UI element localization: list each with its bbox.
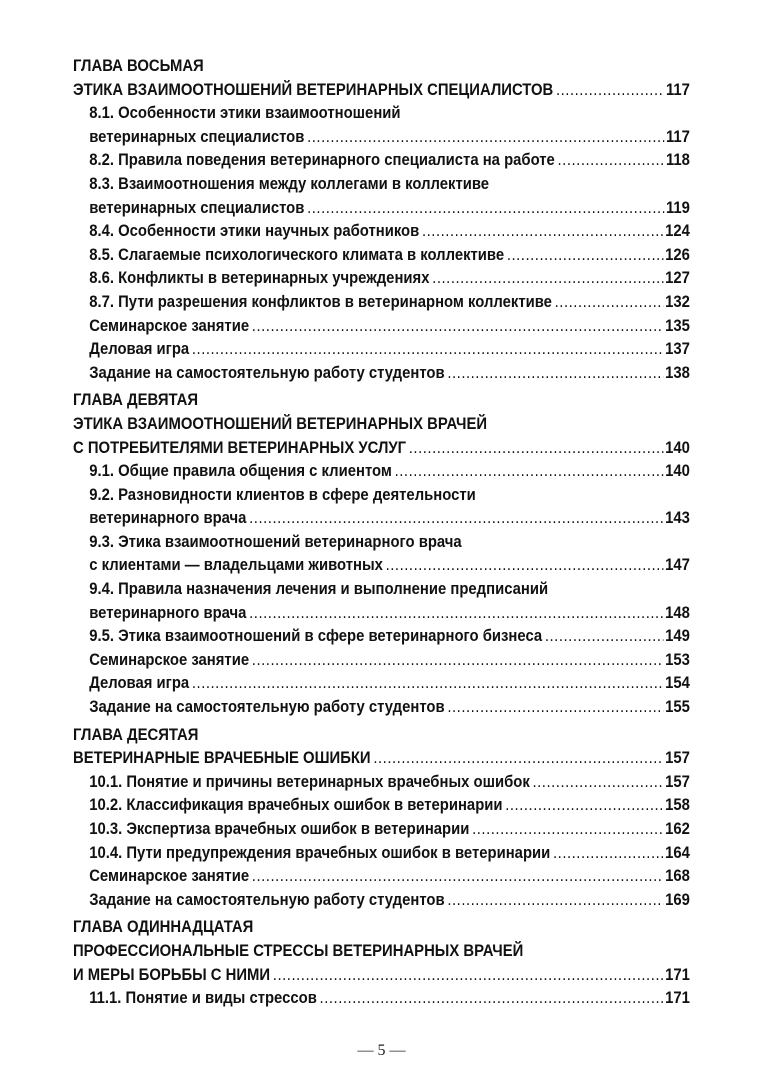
toc-text: 8.2. Правила поведения ветеринарного специалиста на работе xyxy=(89,151,555,170)
dot-leader xyxy=(555,291,664,315)
toc-line xyxy=(73,173,690,197)
toc-text: 9.4. Правила назначения лечения и выполнение предписаний xyxy=(89,580,549,599)
dot-leader xyxy=(545,625,664,649)
toc-text: Деловая игра xyxy=(89,674,190,693)
dot-leader xyxy=(447,889,663,913)
toc-page-number: 148 xyxy=(665,603,690,622)
toc-entry xyxy=(73,338,690,362)
toc-entry xyxy=(73,578,690,625)
dot-leader xyxy=(505,794,663,818)
toc-page-number: 138 xyxy=(665,363,690,382)
toc-entry xyxy=(73,362,690,386)
toc-page-number: 171 xyxy=(665,989,690,1008)
toc-line xyxy=(73,842,690,866)
dot-leader xyxy=(252,865,664,889)
dot-leader xyxy=(386,554,664,578)
dot-leader xyxy=(249,507,663,531)
toc-entry xyxy=(73,102,690,149)
toc-page-number: 157 xyxy=(665,772,690,791)
toc-text: 9.5. Этика взаимоотношений в сфере ветеринарного бизнеса xyxy=(89,627,543,646)
toc-chapter xyxy=(73,55,690,385)
toc-text: Задание на самостоятельную работу студентов xyxy=(89,890,445,909)
dot-leader xyxy=(447,696,663,720)
dot-leader xyxy=(432,267,663,291)
toc-text: ветеринарного врача xyxy=(89,603,247,622)
toc-text: ГЛАВА ДЕВЯТАЯ xyxy=(73,391,199,410)
toc-chapter xyxy=(73,724,690,913)
toc-line xyxy=(73,126,690,150)
toc-page-number: 117 xyxy=(665,80,690,99)
toc-line xyxy=(73,940,690,964)
toc-text: 8.1. Особенности этики взаимоотношений xyxy=(89,104,401,123)
toc-entry xyxy=(73,291,690,315)
toc-line xyxy=(73,672,690,696)
toc-line xyxy=(73,291,690,315)
toc-entry xyxy=(73,794,690,818)
toc-page-number: 157 xyxy=(665,749,690,768)
dot-leader xyxy=(447,362,663,386)
toc-page-number: 135 xyxy=(665,316,690,335)
toc-entry xyxy=(73,865,690,889)
dot-leader xyxy=(507,244,664,268)
toc-text: 10.3. Экспертиза врачебных ошибок в ветеринарии xyxy=(89,820,470,838)
toc-line xyxy=(73,413,690,437)
chapter-heading xyxy=(73,724,690,771)
toc-page-number: 117 xyxy=(665,127,690,146)
toc-line xyxy=(73,460,690,484)
toc-entry xyxy=(73,771,690,795)
toc-line xyxy=(73,554,690,578)
dot-leader xyxy=(395,460,664,484)
toc-line xyxy=(73,437,690,461)
dot-leader xyxy=(558,149,665,173)
dot-leader xyxy=(307,197,664,221)
toc-text: Задание на самостоятельную работу студентов xyxy=(89,363,445,382)
toc-line xyxy=(73,818,690,842)
toc-line xyxy=(73,794,690,818)
toc-text: 8.4. Особенности этики научных работников xyxy=(89,222,420,241)
toc-page-number: 153 xyxy=(665,650,690,669)
toc-chapter xyxy=(73,389,690,719)
dot-leader xyxy=(532,771,663,795)
toc-text: 10.4. Пути предупреждения врачебных ошибок в ветеринарии xyxy=(89,843,551,862)
toc-text: 8.3. Взаимоотношения между коллегами в коллективе xyxy=(89,174,490,193)
toc-page-number: 118 xyxy=(665,151,690,170)
toc-text: Деловая игра xyxy=(89,340,190,359)
toc-line xyxy=(73,55,690,79)
toc-entry xyxy=(73,173,690,220)
toc-line xyxy=(73,267,690,291)
toc-text: ГЛАВА ДЕСЯТАЯ xyxy=(73,725,199,744)
toc-page-number: 126 xyxy=(665,245,690,264)
toc-entry xyxy=(73,987,690,1011)
toc-text: 9.3. Этика взаимоотношений ветеринарного врача xyxy=(89,532,462,551)
toc-page-number: 140 xyxy=(665,462,690,481)
toc-entry xyxy=(73,484,690,531)
toc-text: ветеринарных специалистов xyxy=(89,198,305,217)
toc-page-number: 124 xyxy=(665,222,690,241)
toc-line xyxy=(73,696,690,720)
toc-text: Семинарское занятие xyxy=(89,316,250,335)
toc-entry xyxy=(73,220,690,244)
toc-line xyxy=(73,79,690,103)
toc-line xyxy=(73,484,690,508)
toc-text: ЭТИКА ВЗАИМООТНОШЕНИЙ ВЕТЕРИНАРНЫХ СПЕЦИАЛИСТОВ xyxy=(73,80,554,99)
toc-page-number: 171 xyxy=(665,965,690,984)
table-of-contents xyxy=(73,55,690,1011)
toc-page-number: 169 xyxy=(665,890,690,909)
toc-entry xyxy=(73,818,690,842)
dot-leader xyxy=(192,338,664,362)
dot-leader xyxy=(472,818,663,842)
chapter-heading xyxy=(73,389,690,460)
toc-line xyxy=(73,889,690,913)
toc-line xyxy=(73,362,690,386)
toc-page-number: 127 xyxy=(665,269,690,288)
toc-line xyxy=(73,220,690,244)
toc-text: Семинарское занятие xyxy=(89,650,250,669)
toc-entry xyxy=(73,531,690,578)
toc-text: ВЕТЕРИНАРНЫЕ ВРАЧЕБНЫЕ ОШИБКИ xyxy=(73,749,371,768)
toc-page-number: 137 xyxy=(665,340,690,359)
toc-line xyxy=(73,771,690,795)
toc-entry xyxy=(73,267,690,291)
toc-line xyxy=(73,964,690,988)
toc-line xyxy=(73,865,690,889)
toc-line xyxy=(73,197,690,221)
toc-page-number: 132 xyxy=(665,292,690,311)
toc-entry xyxy=(73,842,690,866)
toc-page-number: 149 xyxy=(665,627,690,646)
toc-line xyxy=(73,315,690,339)
toc-text: 10.1. Понятие и причины ветеринарных врачебных ошибок xyxy=(89,772,530,791)
toc-text: ГЛАВА ВОСЬМАЯ xyxy=(73,57,204,75)
toc-line xyxy=(73,149,690,173)
dot-leader xyxy=(307,126,664,150)
toc-line xyxy=(73,625,690,649)
toc-entry xyxy=(73,672,690,696)
toc-text: 11.1. Понятие и виды стрессов xyxy=(89,989,317,1008)
toc-line xyxy=(73,724,690,748)
toc-text: Семинарское занятие xyxy=(89,867,250,886)
dot-leader xyxy=(373,747,663,771)
toc-text: 10.2. Классификация врачебных ошибок в ветеринарии xyxy=(89,796,503,815)
toc-page-number: 158 xyxy=(665,796,690,815)
toc-line xyxy=(73,244,690,268)
dot-leader xyxy=(249,602,663,626)
toc-text: 9.1. Общие правила общения с клиентом xyxy=(89,462,392,481)
toc-text: 8.7. Пути разрешения конфликтов в ветеринарном коллективе xyxy=(89,292,552,311)
toc-page-number: 119 xyxy=(665,198,690,217)
toc-page-number: 143 xyxy=(665,509,690,528)
dot-leader xyxy=(252,315,664,339)
toc-text: 8.5. Слагаемые психологического климата в коллективе xyxy=(89,245,505,264)
dot-leader xyxy=(192,672,664,696)
toc-line xyxy=(73,649,690,673)
dot-leader xyxy=(320,987,664,1011)
toc-entry xyxy=(73,315,690,339)
toc-line xyxy=(73,916,690,940)
toc-line xyxy=(73,389,690,413)
dot-leader xyxy=(252,649,664,673)
toc-text: С ПОТРЕБИТЕЛЯМИ ВЕТЕРИНАРНЫХ УСЛУГ xyxy=(73,438,407,457)
toc-line xyxy=(73,747,690,771)
toc-text: ПРОФЕССИОНАЛЬНЫЕ СТРЕССЫ ВЕТЕРИНАРНЫХ ВРАЧЕЙ xyxy=(73,941,524,960)
toc-page-number: 154 xyxy=(665,674,690,693)
toc-line xyxy=(73,531,690,555)
toc-text: ГЛАВА ОДИННАДЦАТАЯ xyxy=(73,918,254,937)
toc-entry xyxy=(73,889,690,913)
toc-entry xyxy=(73,696,690,720)
toc-text: ветеринарного врача xyxy=(89,509,247,528)
dot-leader xyxy=(556,79,664,103)
toc-page-number: 147 xyxy=(665,556,690,575)
toc-line xyxy=(73,507,690,531)
toc-entry xyxy=(73,625,690,649)
toc-line xyxy=(73,987,690,1011)
toc-chapter xyxy=(73,916,690,1010)
toc-page-number: 168 xyxy=(665,867,690,886)
toc-line xyxy=(73,102,690,126)
toc-line xyxy=(73,602,690,626)
toc-entry xyxy=(73,149,690,173)
toc-page-number: 162 xyxy=(665,820,690,838)
toc-page-number: 140 xyxy=(665,438,690,457)
toc-text: 8.6. Конфликты в ветеринарных учреждениях xyxy=(89,269,430,288)
toc-text: Задание на самостоятельную работу студентов xyxy=(89,698,445,717)
toc-text: ветеринарных специалистов xyxy=(89,127,305,146)
dot-leader xyxy=(273,964,664,988)
toc-page-number: 155 xyxy=(665,698,690,717)
toc-text: 9.2. Разновидности клиентов в сфере деятельности xyxy=(89,485,476,504)
toc-text: И МЕРЫ БОРЬБЫ С НИМИ xyxy=(73,965,271,984)
dot-leader xyxy=(409,437,664,461)
chapter-heading xyxy=(73,55,690,102)
toc-entry xyxy=(73,244,690,268)
chapter-heading xyxy=(73,916,690,987)
toc-text: с клиентами — владельцами животных xyxy=(89,556,383,575)
toc-entry xyxy=(73,649,690,673)
toc-entry xyxy=(73,460,690,484)
toc-line xyxy=(73,578,690,602)
toc-text: ЭТИКА ВЗАИМООТНОШЕНИЙ ВЕТЕРИНАРНЫХ ВРАЧЕЙ xyxy=(73,414,488,433)
toc-page-number: 164 xyxy=(665,843,690,862)
dot-leader xyxy=(422,220,663,244)
page-number: — 5 — xyxy=(357,1042,406,1059)
toc-line xyxy=(73,338,690,362)
dot-leader xyxy=(553,842,663,866)
